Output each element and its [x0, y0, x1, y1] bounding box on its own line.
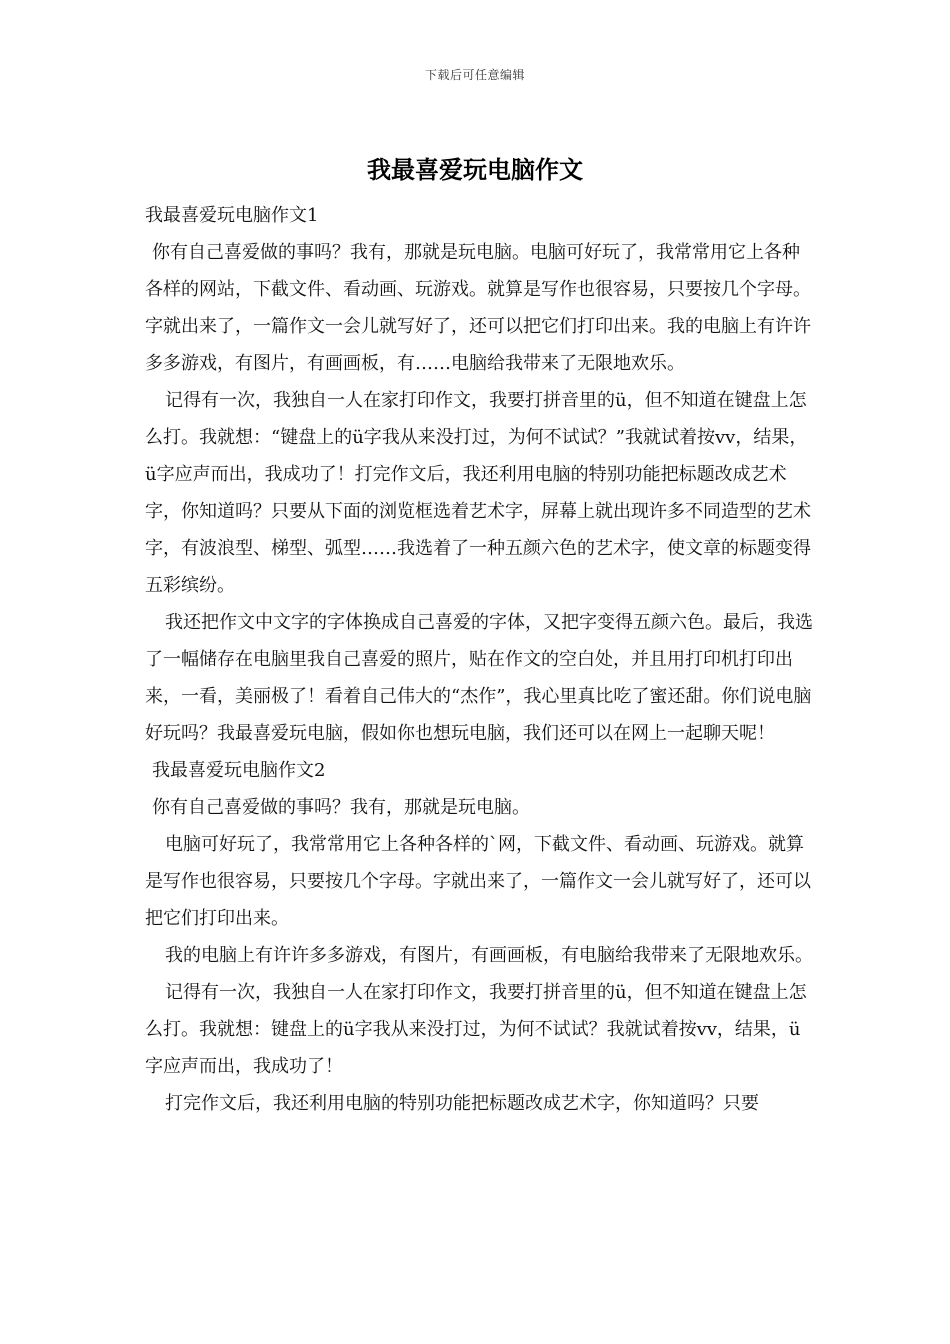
paragraph: 我的电脑上有许许多多游戏，有图片，有画画板，有电脑给我带来了无限地欢乐。 [165, 945, 813, 966]
document-body [145, 197, 813, 1122]
page-header-note: 下载后可任意编辑 [424, 68, 525, 82]
paragraph: 你有自己喜爱做的事吗？我有，那就是玩电脑。 [152, 797, 530, 818]
paragraph: 我还把作文中文字的字体换成自己喜爱的字体，又把字变得五颜六色。最后，我选了一幅储存在电脑里我自己喜爱的照片，贴在作文的空白处，并且用打印机打印出来，一看，美丽极了！看着自己伟大的“杰作”，我心里真比吃了蜜还甜。你们说电脑好玩吗？我最喜爱玩电脑，假如你也想玩电脑，我们还可以在网上一起聊天呢！ [145, 612, 813, 744]
document-title: 我最喜爱玩电脑作文 [367, 155, 583, 184]
section-heading-1: 我最喜爱玩电脑作文1 [145, 205, 319, 226]
paragraph: 记得有一次，我独自一人在家打印作文，我要打拼音里的ü，但不知道在键盘上怎么打。我就想：“键盘上的ü字我从来没打过，为何不试试？”我就试着按vv，结果，ü字应声而出，我成功了！打完作文后，我还利用电脑的特别功能把标题改成艺术字，你知道吗？只要从下面的浏览框选着艺术字，屏幕上就出现许多不同造型的艺术字，有波浪型、梯型、弧型……我选着了一种五颜六色的艺术字，使文章的标题变得五彩缤纷。 [145, 390, 811, 596]
paragraph: 打完作文后，我还利用电脑的特别功能把标题改成艺术字，你知道吗？只要 [165, 1093, 759, 1114]
section-heading-2: 我最喜爱玩电脑作文2 [152, 760, 326, 781]
paragraph: 记得有一次，我独自一人在家打印作文，我要打拼音里的ü，但不知道在键盘上怎么打。我就想：键盘上的ü字我从来没打过，为何不试试？我就试着按vv，结果，ü字应声而出，我成功了！ [145, 982, 807, 1077]
paragraph: 你有自己喜爱做的事吗？我有，那就是玩电脑。电脑可好玩了，我常常用它上各种各样的网站，下截文件、看动画、玩游戏。就算是写作也很容易，只要按几个字母。字就出来了，一篇作文一会儿就写好了，还可以把它们打印出来。我的电脑上有许许多多游戏，有图片，有画画板，有……电脑给我带来了无限地欢乐。 [145, 242, 811, 374]
paragraph: 电脑可好玩了，我常常用它上各种各样的`网，下截文件、看动画、玩游戏。就算是写作也很容易，只要按几个字母。字就出来了，一篇作文一会儿就写好了，还可以把它们打印出来。 [145, 834, 811, 929]
